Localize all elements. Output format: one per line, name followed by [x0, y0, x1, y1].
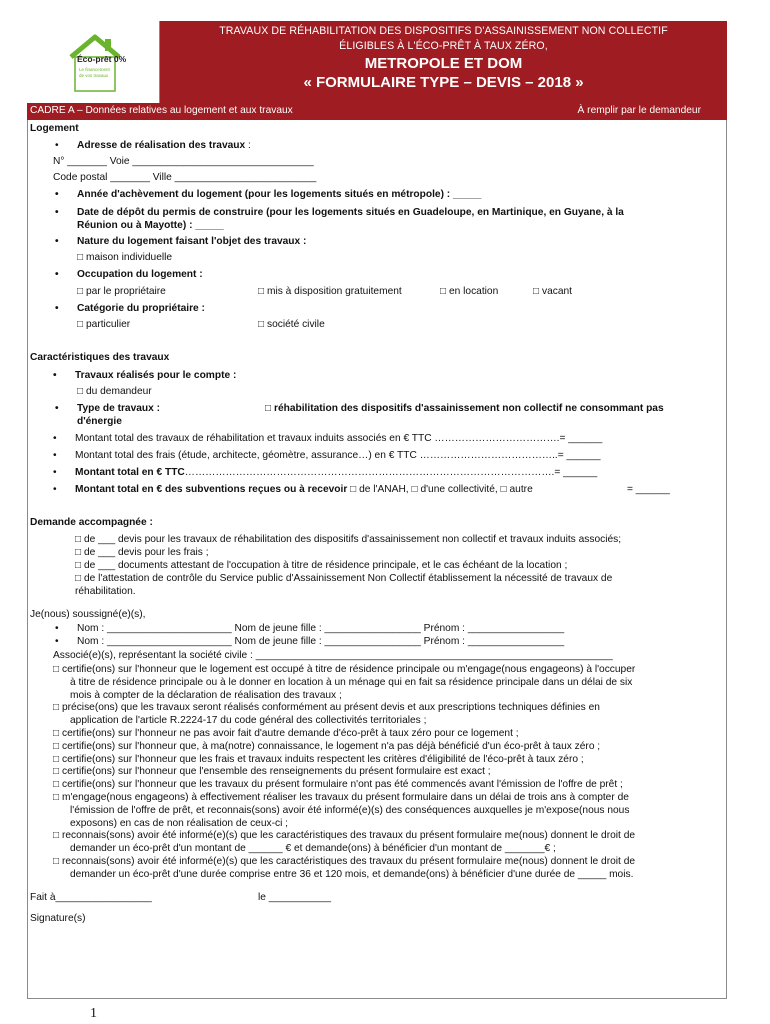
- page-number: 1: [90, 1006, 97, 1021]
- title-line-2: ÉLIGIBLES À L'ÉCO-PRÊT À TAUX ZÉRO,: [339, 40, 548, 52]
- declaration-text-continued: application de l'article R.2224-17 du code général des collectivités territoriales ;: [53, 715, 427, 727]
- declaration-text-continued: l'émission de l'offre de prêt, et reconnais(sons) avoir été informé(e)(s) des conséquences auxquelles je m'expose(nous nous: [53, 804, 630, 816]
- demande-documents[interactable]: □ de ___ documents attestant de l'occupation à titre de résidence principale, et le cas échéant de la location ;: [75, 560, 568, 571]
- annee-achevement-field[interactable]: • Année d'achèvement du logement (pour les logements situés en métropole) : _____: [77, 188, 481, 201]
- demandeur-checkbox[interactable]: □ du demandeur: [77, 386, 152, 397]
- adresse-label-text: Adresse de réalisation des travaux: [77, 140, 246, 151]
- montant-total-label: Montant total en € TTC: [75, 467, 185, 478]
- subventions-options[interactable]: □ de l'ANAH, □ d'une collectivité, □ autre: [347, 484, 533, 495]
- categorie-label: • Catégorie du propriétaire :: [77, 302, 205, 315]
- form-header: [27, 21, 727, 103]
- date-depot-field[interactable]: • Date de dépôt du permis de construire (pour les logements situés en Guadeloupe, en Martinique, en Guyane, à la: [77, 206, 624, 219]
- declaration-checkbox[interactable]: □ reconnais(sons) avoir été informé(e)(s) que les caractéristiques des travaux du présent formulaire me(nous) donnent le droit de: [53, 830, 636, 842]
- adresse-colon: :: [245, 140, 251, 151]
- montant-frais-field[interactable]: • Montant total des frais (étude, architecte, géomètre, assurance…) en € TTC …………………………………..= ______: [75, 449, 601, 462]
- nom-field-1[interactable]: • Nom : ______________________ Nom de jeune fille : _________________ Prénom : _________________: [77, 622, 564, 635]
- signature-label: Signature(s): [30, 913, 86, 924]
- cadre-a-title: CADRE A – Données relatives au logement et aux travaux: [30, 105, 293, 116]
- occ-proprietaire-checkbox[interactable]: □ par le propriétaire: [77, 286, 166, 297]
- section-logement-heading: Logement: [30, 123, 79, 134]
- occ-vacant-checkbox[interactable]: □ vacant: [533, 286, 572, 297]
- title-line-4: « FORMULAIRE TYPE – DEVIS – 2018 »: [303, 74, 584, 91]
- section-demande-heading: Demande accompagnée :: [30, 517, 153, 528]
- cadre-a-instruction: À remplir par le demandeur: [577, 105, 701, 116]
- declaration-text-continued: à titre de résidence principale ou à le donner en location à un ménage qui en fait sa résidence principale dans un délai de six: [53, 676, 633, 688]
- montant-total-field[interactable]: [75, 466, 597, 479]
- eco-pret-logo: [27, 21, 160, 103]
- declaration-checkbox[interactable]: □ certifie(ons) sur l'honneur que, à ma(notre) connaissance, le logement n'a pas déjà bénéficié d'un éco-prêt à taux zéro ;: [53, 740, 601, 752]
- declaration-text-continued: demander un éco-prêt d'un montant de ______ € et demande(ons) à bénéficier d'un montant de _______€ ;: [53, 843, 556, 855]
- demande-attestation[interactable]: □ de l'attestation de contrôle du Service public d'Assainissement Non Collectif établissement la nécessité de travaux de: [75, 573, 613, 584]
- rehabilitation-checkbox-line2: d'énergie: [77, 416, 122, 427]
- montant-subventions-label: Montant total en € des subventions reçues ou à recevoir: [75, 484, 348, 495]
- occ-gratuit-checkbox[interactable]: □ mis à disposition gratuitement: [258, 286, 402, 297]
- section-travaux-heading: Caractéristiques des travaux: [30, 352, 170, 363]
- cadre-a-bar: [27, 103, 727, 120]
- declaration-checkbox[interactable]: □ précise(ons) que les travaux seront réalisés conformément au présent devis et aux prescriptions techniques définies en: [53, 702, 600, 714]
- declaration-checkbox[interactable]: □ certifie(ons) sur l'honneur que les frais et travaux induits respectent les critères d'éligibilité de l'éco-prêt à taux zéro ;: [53, 753, 584, 765]
- date-le-field[interactable]: le ___________: [258, 892, 332, 903]
- logo-brand: Éco-prêt 0%: [77, 54, 127, 64]
- demande-devis-travaux[interactable]: □ de ___ devis pour les travaux de réhabilitation des dispositifs d'assainissement non collectif et travaux induits associés;: [75, 534, 622, 545]
- form-title: [160, 21, 727, 103]
- cat-particulier-checkbox[interactable]: □ particulier: [77, 319, 131, 330]
- rehabilitation-checkbox[interactable]: □ réhabilitation des dispositifs d'assainissement non collectif ne consommant pas: [265, 403, 664, 414]
- montant-subventions-value[interactable]: = ______: [627, 484, 670, 495]
- declaration-intro: Je(nous) soussigné(e)(s),: [30, 609, 146, 620]
- demande-devis-frais[interactable]: □ de ___ devis pour les frais ;: [75, 547, 209, 558]
- fait-a-field[interactable]: Fait à_________________: [30, 892, 152, 903]
- declaration-checkbox[interactable]: □ certifie(ons) sur l'honneur ne pas avoir fait d'autre demande d'éco-prêt à taux zéro pour ce logement ;: [53, 728, 519, 739]
- montant-total-dots: ……………………………………………………………………………………………….= ______: [184, 467, 598, 478]
- maison-individuelle-checkbox[interactable]: □ maison individuelle: [77, 252, 173, 263]
- declaration-checkbox[interactable]: □ certifie(ons) sur l'honneur que les travaux du présent formulaire n'ont pas été commencés avant l'émission de l'offre de prêt ;: [53, 779, 623, 791]
- demande-attestation-line2: réhabilitation.: [75, 586, 136, 597]
- travaux-realises-label: • Travaux réalisés pour le compte :: [75, 369, 236, 382]
- declaration-text-continued: demander un éco-prêt d'une durée comprise entre 36 et 120 mois, et demande(ons) à bénéficier d'une durée de _____ mois.: [53, 868, 634, 880]
- montant-travaux-field[interactable]: • Montant total des travaux de réhabilitation et travaux induits associés en € TTC ……………………………….= ______: [75, 432, 602, 445]
- code-postal-field[interactable]: Code postal _______ Ville _________________________: [53, 172, 317, 183]
- occ-location-checkbox[interactable]: □ en location: [440, 286, 499, 297]
- declaration-text-continued: mois à compter de la déclaration de réalisation des travaux ;: [53, 689, 342, 701]
- declaration-checkbox[interactable]: □ certifie(ons) sur l'honneur que l'ensemble des renseignements du présent formulaire est exact ;: [53, 766, 491, 778]
- declaration-checkbox[interactable]: □ reconnais(sons) avoir été informé(e)(s) que les caractéristiques des travaux du présent formulaire me(nous) donnent le droit de: [53, 856, 636, 867]
- cat-societe-checkbox[interactable]: □ société civile: [258, 319, 325, 330]
- nature-logement-label: • Nature du logement faisant l'objet des travaux :: [77, 235, 306, 248]
- declaration-checkbox[interactable]: □ m'engage(nous engageons) à effectivement réaliser les travaux du présent formulaire dans un délai de trois ans à compter de: [53, 792, 629, 803]
- occupation-label: • Occupation du logement :: [77, 268, 203, 281]
- date-depot-field-line2: Réunion ou à Mayotte) : _____: [77, 220, 224, 231]
- declaration-checkbox[interactable]: □ certifie(ons) sur l'honneur que le logement est occupé à titre de résidence principale ou m'engage(nous engageons) à l'occuper: [53, 664, 636, 675]
- montant-subventions-field[interactable]: [75, 483, 533, 496]
- title-line-1: TRAVAUX DE RÉHABILITATION DES DISPOSITIFS D'ASSAINISSEMENT NON COLLECTIF: [219, 25, 668, 37]
- associe-field[interactable]: Associé(e)(s), représentant la société civile : _______________________________________________________________: [53, 650, 613, 661]
- declaration-text-continued: exposons) en cas de non réalisation de ceux-ci ;: [53, 817, 289, 829]
- nom-field-2[interactable]: • Nom : ______________________ Nom de jeune fille : _________________ Prénom : _________________: [77, 635, 564, 648]
- logo-tagline: Le financement de vos travaux: [79, 67, 110, 78]
- adresse-label: [77, 139, 251, 152]
- voie-field[interactable]: N° _______ Voie ________________________________: [53, 156, 314, 167]
- title-line-3: METROPOLE ET DOM: [364, 55, 523, 72]
- type-travaux-label: • Type de travaux :: [77, 402, 160, 415]
